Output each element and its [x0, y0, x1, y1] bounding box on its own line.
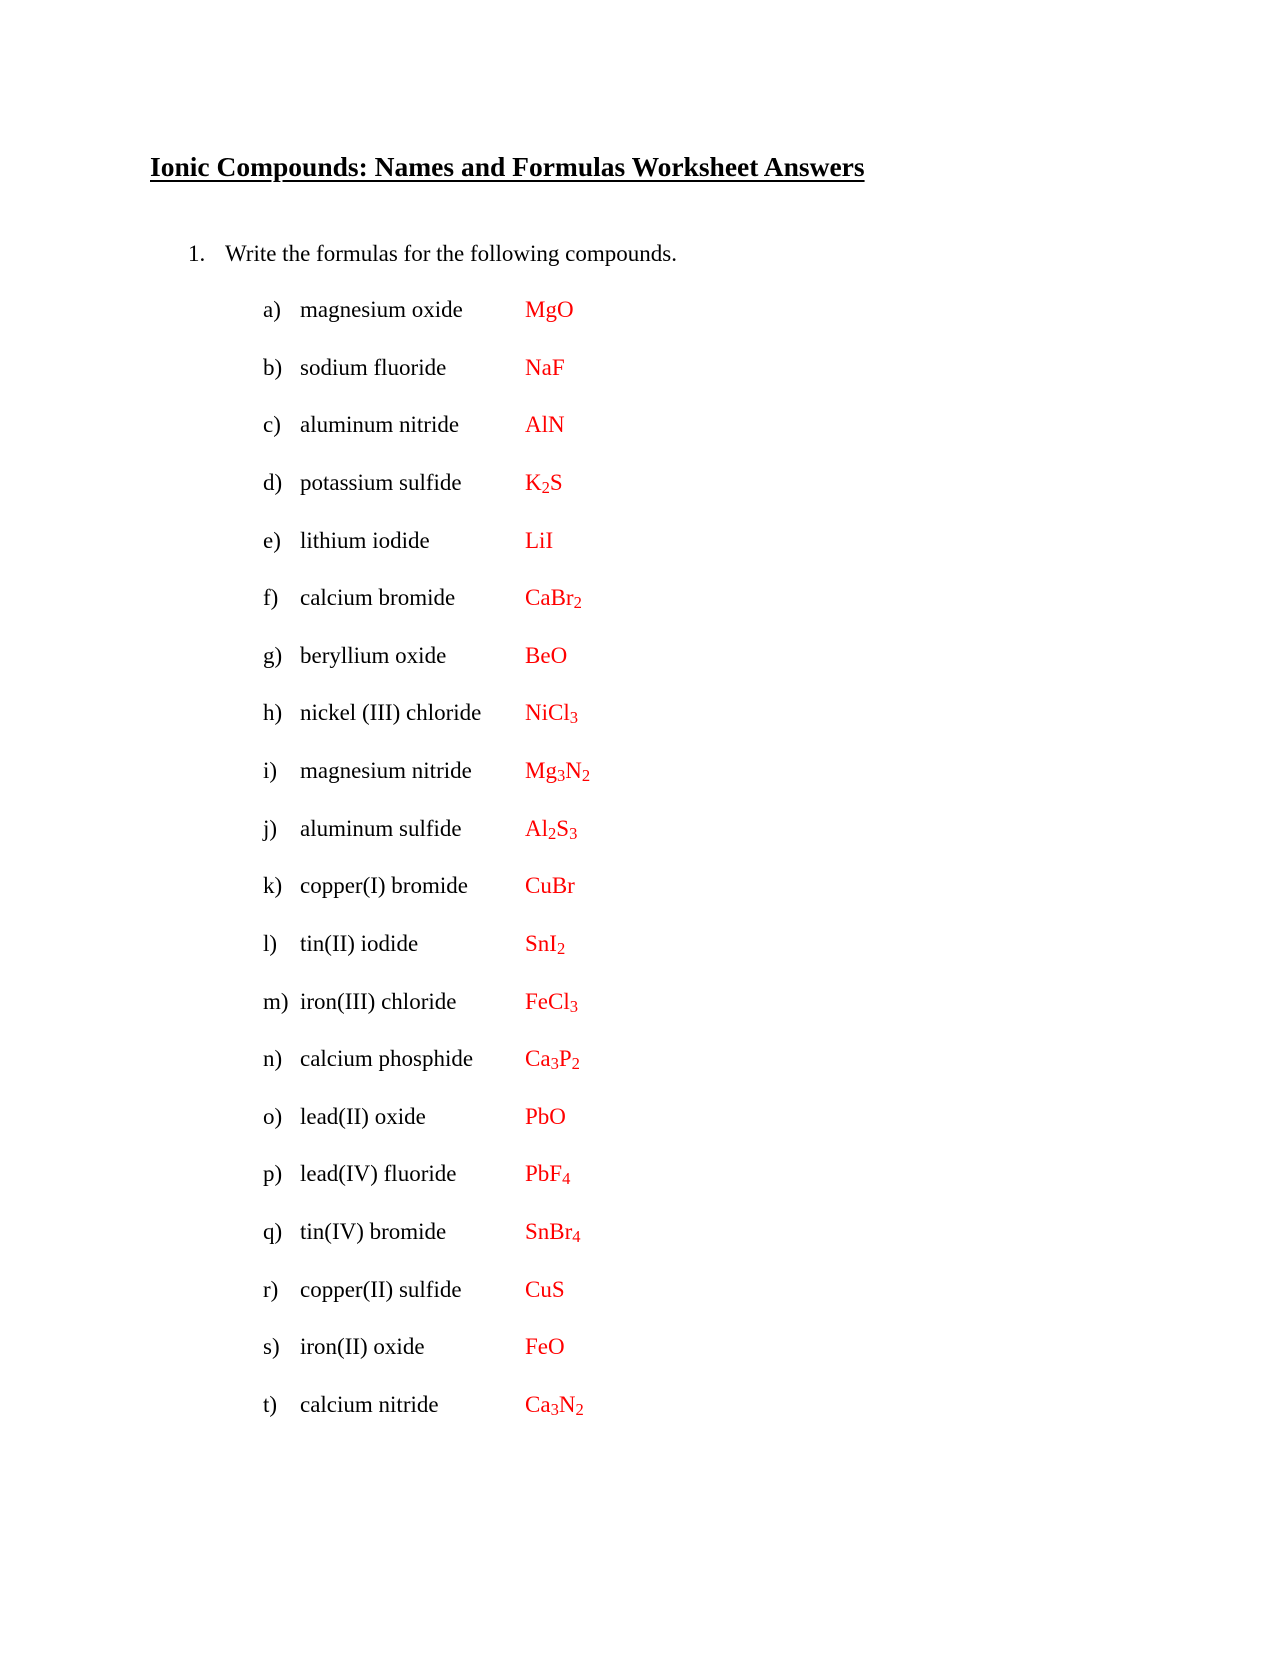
compound-name: sodium fluoride	[300, 354, 447, 380]
compound-formula	[525, 929, 565, 959]
compound-formula	[525, 1044, 580, 1074]
item-letter: k)	[263, 873, 283, 899]
question-1	[188, 239, 677, 269]
element-symbol: Sn	[525, 1219, 550, 1244]
item-letter: e)	[263, 527, 281, 553]
element-symbol: Mg	[525, 297, 557, 322]
subscript: 3	[569, 823, 578, 843]
element-symbol: Cl	[548, 988, 570, 1014]
element-symbol: Fe	[525, 1334, 548, 1360]
element-symbol: Br	[550, 585, 574, 611]
page-title: Ionic Compounds: Names and Formulas Worksheet Answers	[150, 151, 865, 182]
item-letter: d)	[263, 469, 283, 495]
compound-name: tin(II) iodide	[300, 930, 419, 956]
compound-formula	[525, 1159, 570, 1189]
compound-formula	[525, 353, 565, 383]
compound-formula	[525, 295, 574, 325]
element-symbol: Ca	[525, 1391, 551, 1417]
element-symbol: O	[549, 1103, 566, 1129]
compound-name: magnesium oxide	[300, 297, 463, 322]
compound-formula	[525, 1217, 581, 1247]
element-symbol: Ca	[525, 585, 551, 611]
item-letter: n)	[263, 1046, 283, 1072]
item-letter: s)	[263, 1334, 280, 1360]
compound-name: iron(III) chloride	[300, 988, 457, 1014]
element-symbol: Li	[525, 527, 546, 553]
item-letter: i)	[263, 758, 278, 783]
item-letter: m)	[263, 988, 289, 1014]
element-symbol: Br	[549, 1219, 573, 1244]
question-number: 1.	[188, 241, 206, 266]
subscript: 3	[569, 708, 579, 728]
element-symbol: Cl	[548, 700, 570, 726]
item-letter: q)	[263, 1219, 283, 1244]
item-letter: r)	[263, 1276, 279, 1302]
compound-name: lead(II) oxide	[300, 1103, 426, 1129]
item-letter: c)	[263, 412, 281, 438]
compound-name: magnesium nitride	[300, 758, 472, 783]
item-letter: f)	[263, 585, 279, 611]
element-symbol: N	[565, 758, 582, 783]
element-symbol: Na	[525, 354, 552, 380]
element-symbol: Pb	[525, 1161, 550, 1187]
element-symbol: Cu	[525, 1276, 552, 1302]
subscript: 2	[573, 593, 582, 613]
element-symbol: Mg	[525, 758, 557, 783]
compound-formula	[525, 583, 582, 613]
element-symbol: O	[550, 642, 568, 668]
subscript: 2	[581, 765, 591, 785]
item-letter: h)	[263, 700, 283, 726]
element-symbol: O	[548, 1334, 565, 1360]
compound-formula	[525, 1390, 584, 1420]
compound-name: copper(I) bromide	[300, 873, 468, 899]
compound-formula	[525, 871, 575, 901]
question-prompt: Write the formulas for the following compounds.	[225, 241, 677, 266]
item-letter: g)	[263, 642, 283, 668]
item-letter: t)	[263, 1391, 278, 1417]
compound-formula	[525, 410, 565, 440]
subscript: 2	[556, 938, 566, 958]
compound-formula	[525, 1275, 565, 1305]
element-symbol: P	[558, 1046, 572, 1072]
element-symbol: Br	[551, 873, 575, 899]
element-symbol: Fe	[525, 988, 548, 1014]
compound-name: aluminum sulfide	[300, 815, 462, 841]
compound-formula	[525, 641, 567, 671]
element-symbol: F	[551, 354, 565, 380]
subscript: 3	[556, 765, 566, 785]
element-symbol: Be	[525, 642, 551, 668]
subscript: 3	[550, 1399, 559, 1419]
subscript: 4	[562, 1169, 571, 1189]
item-letter: p)	[263, 1161, 283, 1187]
compound-name: lead(IV) fluoride	[300, 1161, 457, 1187]
element-symbol: S	[556, 815, 570, 841]
element-symbol: Pb	[525, 1103, 550, 1129]
compound-formula	[525, 756, 590, 786]
compound-formula	[525, 526, 553, 556]
compound-name: calcium phosphide	[300, 1046, 474, 1072]
element-symbol: S	[549, 469, 563, 495]
compound-name: beryllium oxide	[300, 642, 447, 668]
subscript: 2	[548, 823, 557, 843]
element-symbol: Cu	[525, 873, 552, 899]
compound-formula	[525, 698, 578, 728]
element-symbol: K	[525, 469, 542, 495]
compound-name: nickel (III) chloride	[300, 700, 482, 726]
compound-name: aluminum nitride	[300, 412, 460, 438]
compound-name: calcium nitride	[300, 1391, 439, 1417]
compound-formula	[525, 468, 563, 498]
element-symbol: Sn	[525, 930, 550, 956]
element-symbol: F	[549, 1161, 563, 1187]
compound-name: copper(II) sulfide	[300, 1276, 462, 1302]
compound-name: potassium sulfide	[300, 469, 462, 495]
element-symbol: S	[551, 1276, 565, 1302]
item-letter: o)	[263, 1103, 283, 1129]
subscript: 2	[541, 477, 550, 497]
compound-name: iron(II) oxide	[300, 1334, 425, 1360]
item-letter: j)	[263, 815, 278, 841]
compound-formula	[525, 1332, 565, 1362]
subscript: 4	[572, 1226, 581, 1246]
item-letter: a)	[263, 297, 281, 322]
compound-name: tin(IV) bromide	[300, 1219, 447, 1244]
compound-name: lithium iodide	[300, 527, 430, 553]
compound-name: calcium bromide	[300, 585, 456, 611]
compound-formula	[525, 1102, 566, 1132]
compound-formula	[525, 814, 577, 844]
element-symbol: I	[549, 930, 557, 956]
item-letter: b)	[263, 354, 283, 380]
element-symbol: N	[548, 412, 565, 438]
element-symbol: O	[556, 297, 574, 322]
element-symbol: I	[545, 527, 554, 553]
element-symbol: Ni	[525, 700, 548, 726]
subscript: 2	[575, 1399, 584, 1419]
element-symbol: Ca	[525, 1046, 551, 1072]
element-symbol: Al	[525, 412, 548, 438]
subscript: 3	[569, 996, 579, 1016]
subscript: 3	[550, 1054, 559, 1074]
compound-formula	[525, 987, 578, 1017]
element-symbol: N	[558, 1391, 576, 1417]
subscript: 2	[571, 1054, 580, 1074]
element-symbol: Al	[525, 815, 548, 841]
item-letter: l)	[263, 930, 278, 956]
